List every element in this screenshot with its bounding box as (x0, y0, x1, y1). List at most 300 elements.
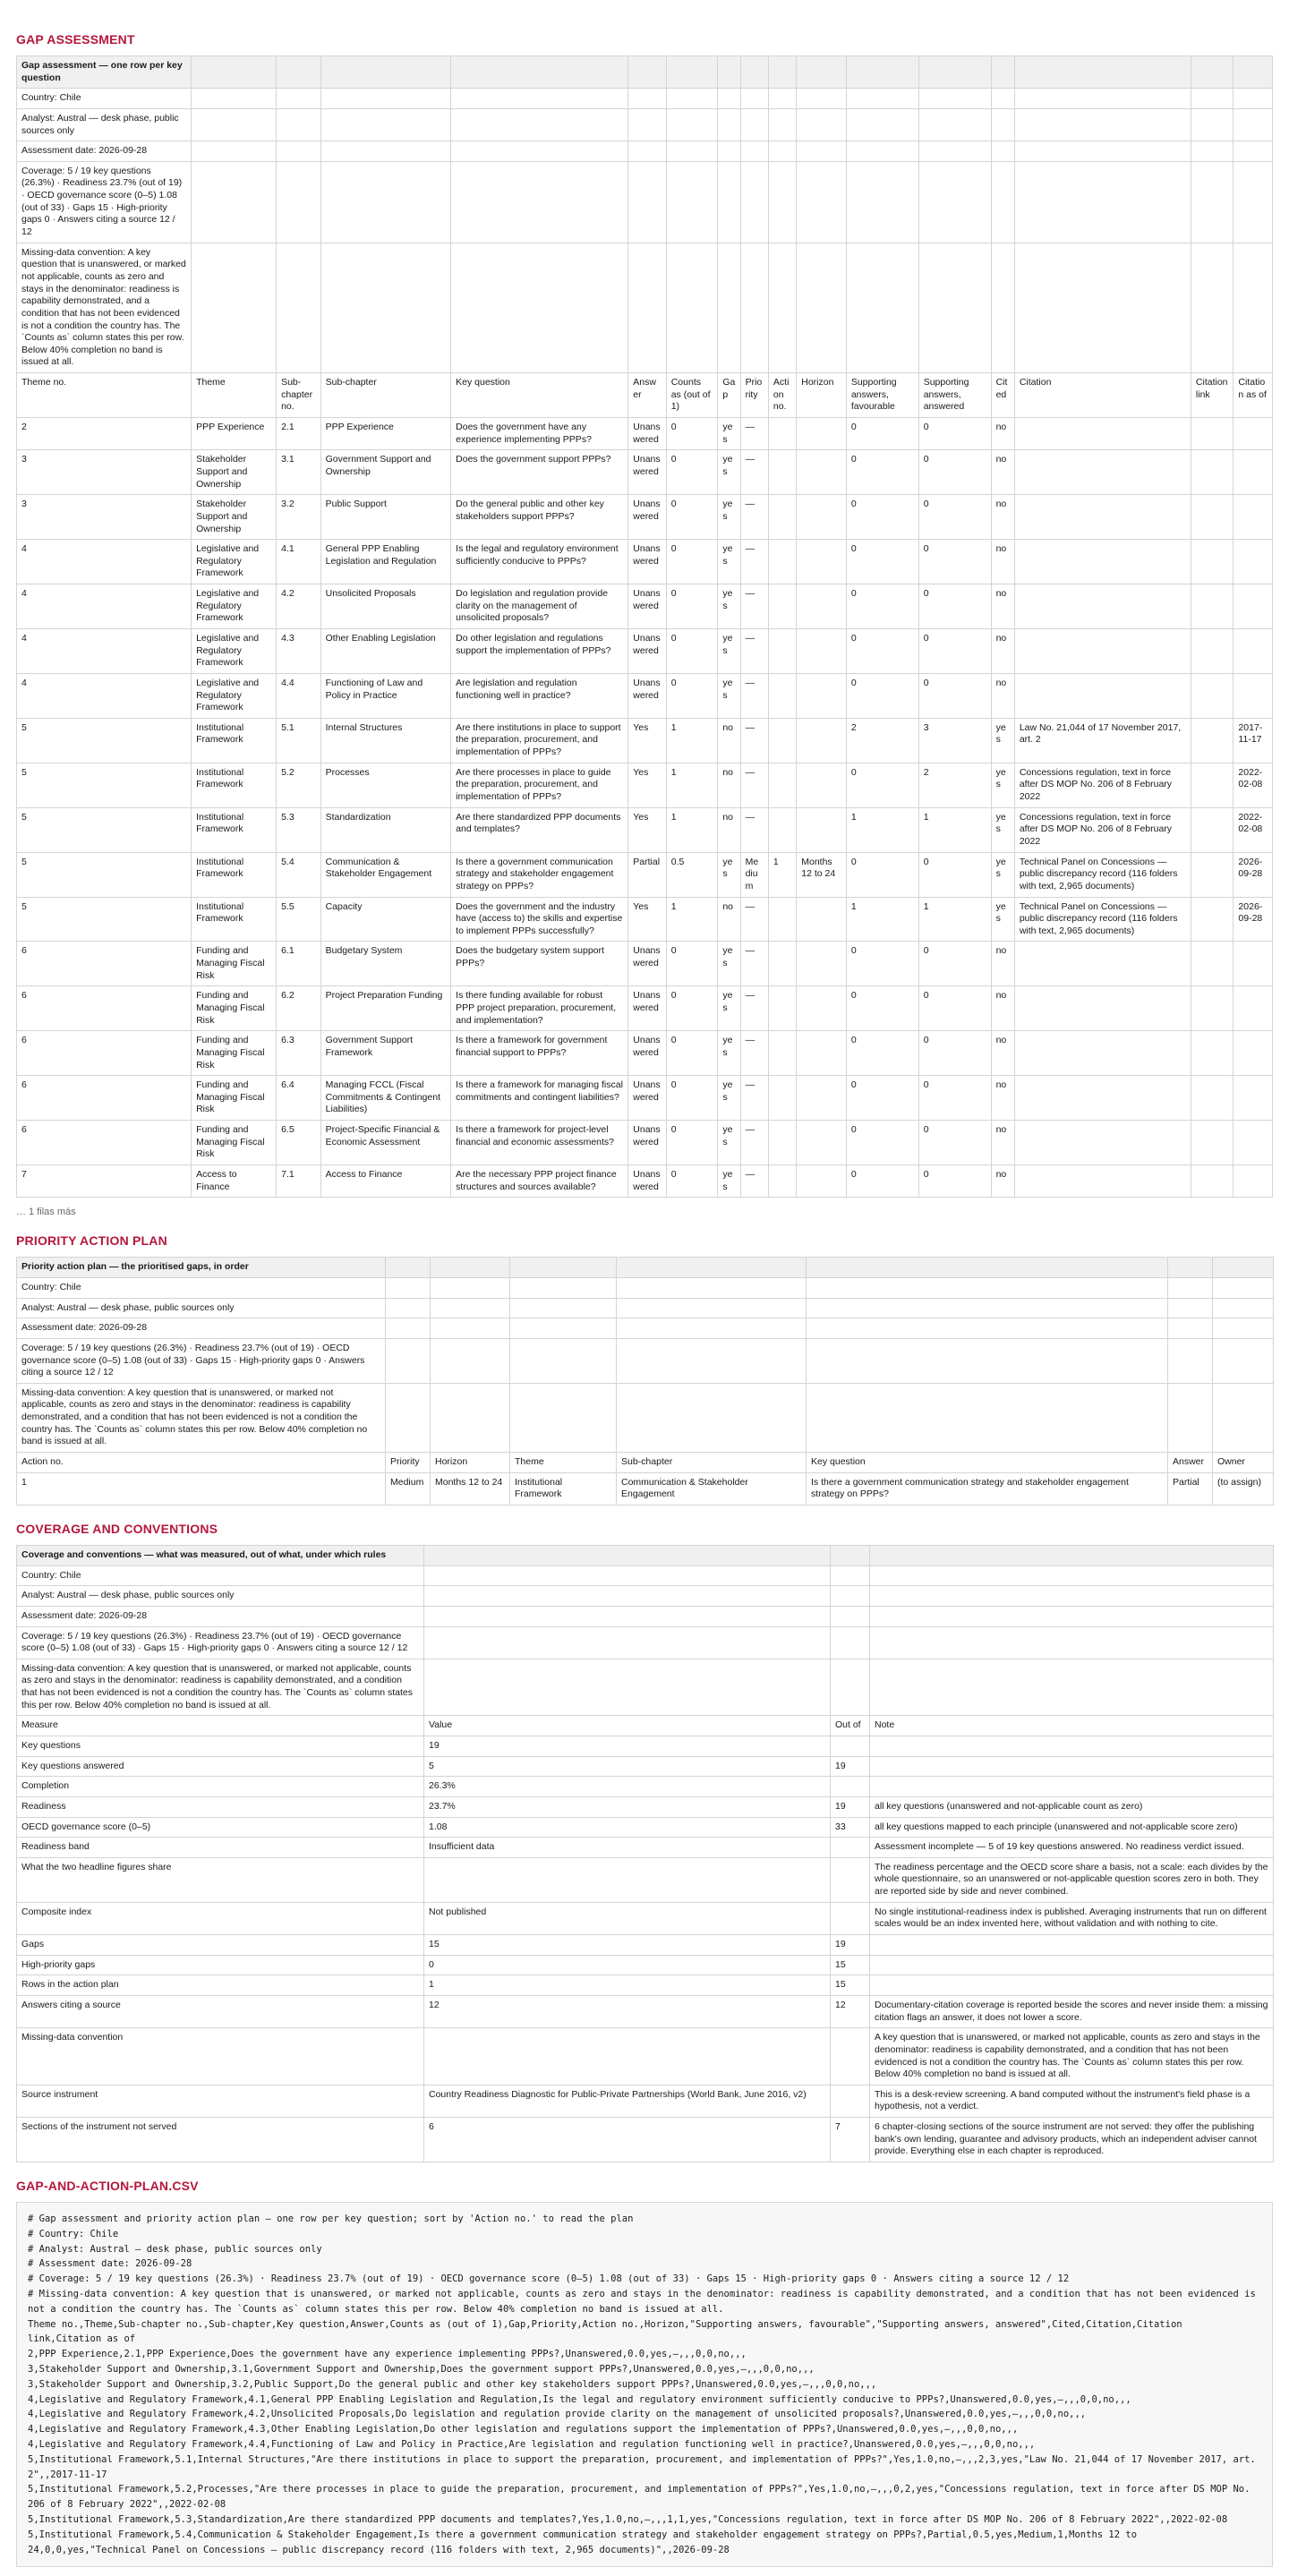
column-header: Action no. (768, 373, 796, 418)
empty-cell (277, 89, 321, 109)
table-cell: Is there a government communication strategy and stakeholder engagement strategy on PPPs? (807, 1472, 1168, 1505)
table-cell: Functioning of Law and Policy in Practice (320, 673, 451, 718)
table-cell: 4 (17, 673, 192, 718)
empty-cell (451, 56, 628, 89)
table-cell (1191, 852, 1234, 897)
column-header: Horizon (797, 373, 847, 418)
table-cell (768, 628, 796, 673)
table-cell (831, 1902, 870, 1934)
column-header: Answer (1168, 1453, 1213, 1473)
table-row (17, 495, 1273, 540)
table-cell: 33 (831, 1817, 870, 1838)
table-cell: Funding and Managing Fiscal Risk (192, 986, 277, 1031)
table-cell: Insufficient data (424, 1838, 831, 1858)
empty-cell (424, 1659, 831, 1716)
empty-cell (1014, 89, 1191, 109)
table-cell (797, 718, 847, 763)
table-cell: Funding and Managing Fiscal Risk (192, 1031, 277, 1076)
empty-cell (1168, 1338, 1213, 1383)
table-cell (797, 628, 847, 673)
table-cell: Yes (628, 718, 666, 763)
meta-row (17, 1626, 1274, 1659)
empty-cell (386, 1277, 431, 1298)
empty-cell (991, 243, 1014, 372)
table-cell: 2 (17, 418, 192, 450)
table-cell: Internal Structures (320, 718, 451, 763)
table-cell: Do legislation and regulation provide clarity on the management of unsolicited proposals? (451, 584, 628, 629)
table-cell: no (718, 763, 740, 807)
table-row (17, 942, 1273, 986)
table-cell (831, 1736, 870, 1756)
table-cell (768, 1121, 796, 1165)
table-cell: no (991, 628, 1014, 673)
table-cell: — (740, 1031, 768, 1076)
table-cell: 4.3 (277, 628, 321, 673)
table-cell: no (718, 897, 740, 942)
empty-cell (846, 161, 918, 243)
table-cell (831, 2085, 870, 2117)
table-cell: yes (718, 418, 740, 450)
table-cell: — (740, 763, 768, 807)
meta-line: Coverage: 5 / 19 key questions (26.3%) · Readiness 23.7% (out of 19) · OECD governance score (0–5) 1.08 (out of 33) · Gaps 15 · High-priority gaps 0 · Answers citing a source 12 / 12 (17, 1626, 424, 1659)
table-cell: 1.08 (424, 1817, 831, 1838)
table-row (17, 1031, 1273, 1076)
table-title-row (17, 1545, 1274, 1565)
table-cell: Partial (1168, 1472, 1213, 1505)
empty-cell (768, 56, 796, 89)
table-cell: 1 (666, 718, 718, 763)
table-cell: 0 (666, 1121, 718, 1165)
column-header: Cited (991, 373, 1014, 418)
empty-cell (918, 141, 991, 162)
meta-row (17, 1586, 1274, 1607)
empty-cell (870, 1626, 1274, 1659)
table-cell: — (740, 1165, 768, 1198)
table-cell: no (991, 450, 1014, 495)
table-cell: 5.2 (277, 763, 321, 807)
empty-cell (1234, 108, 1273, 141)
empty-cell (846, 243, 918, 372)
empty-cell (424, 1565, 831, 1586)
table-cell: Funding and Managing Fiscal Risk (192, 942, 277, 986)
table-cell: no (991, 584, 1014, 629)
table-cell: 0 (918, 1031, 991, 1076)
table-cell: General PPP Enabling Legislation and Regulation (320, 540, 451, 584)
table-cell: Assessment incomplete — 5 of 19 key questions answered. No readiness verdict issued. (870, 1838, 1274, 1858)
table-cell: 12 (424, 1995, 831, 2027)
table-cell: 19 (831, 1756, 870, 1777)
table-cell (1191, 718, 1234, 763)
empty-cell (451, 161, 628, 243)
column-header: Note (870, 1716, 1274, 1736)
empty-cell (918, 161, 991, 243)
table-title: Coverage and conventions — what was measured, out of what, under which rules (17, 1545, 424, 1565)
empty-cell (870, 1545, 1274, 1565)
table-cell (1014, 1031, 1191, 1076)
table-cell: Yes (628, 807, 666, 852)
table-cell: Institutional Framework (192, 763, 277, 807)
empty-cell (870, 1565, 1274, 1586)
table-cell (768, 807, 796, 852)
table-row (17, 418, 1273, 450)
table-cell: Unsolicited Proposals (320, 584, 451, 629)
table-cell: Are there standardized PPP documents and templates? (451, 807, 628, 852)
table-cell: Are the necessary PPP project finance structures and sources available? (451, 1165, 628, 1198)
empty-cell (451, 89, 628, 109)
meta-row (17, 141, 1273, 162)
column-header-row (17, 373, 1273, 418)
meta-line: Missing-data convention: A key question that is unanswered, or marked not applicable, counts as zero and stays in the denominator: readiness is capability demonstrated, and a condition that has not been evidenced is not a condition the country has. The `Counts as` column states this per row. Below 40% completion no band is issued at all. (17, 1383, 386, 1452)
table-cell: Medium (740, 852, 768, 897)
empty-cell (192, 141, 277, 162)
table-cell (768, 897, 796, 942)
table-cell: 6 (17, 1121, 192, 1165)
empty-cell (386, 1258, 431, 1278)
empty-cell (870, 1606, 1274, 1626)
table-cell: Source instrument (17, 2085, 424, 2117)
empty-cell (617, 1383, 807, 1452)
table-cell: 6.5 (277, 1121, 321, 1165)
empty-cell (831, 1565, 870, 1586)
table-cell: 6.2 (277, 986, 321, 1031)
table-cell: 0 (846, 628, 918, 673)
coverage-table (16, 1545, 1274, 2162)
table-cell: 6 (17, 986, 192, 1031)
table-cell: — (740, 986, 768, 1031)
table-cell (797, 450, 847, 495)
table-cell: 6.3 (277, 1031, 321, 1076)
meta-line: Missing-data convention: A key question that is unanswered, or marked not applicable, counts as zero and stays in the denominator: readiness is capability demonstrated, and a condition that has not been evidenced is not a condition the country has. The `Counts as` column states this per row. Below 40% completion no band is issued at all. (17, 1659, 424, 1716)
table-row (17, 807, 1273, 852)
table-cell: 4.2 (277, 584, 321, 629)
empty-cell (1191, 141, 1234, 162)
table-cell: 0 (918, 628, 991, 673)
table-cell (1191, 1031, 1234, 1076)
table-cell (797, 673, 847, 718)
column-header: Key question (451, 373, 628, 418)
empty-cell (1014, 56, 1191, 89)
table-cell (797, 418, 847, 450)
empty-cell (451, 243, 628, 372)
empty-cell (424, 1626, 831, 1659)
table-cell: 6 (17, 1031, 192, 1076)
empty-cell (807, 1383, 1168, 1452)
table-cell: — (740, 718, 768, 763)
table-cell (1234, 1121, 1273, 1165)
empty-cell (192, 108, 277, 141)
empty-cell (192, 161, 277, 243)
meta-row (17, 161, 1273, 243)
table-cell (797, 584, 847, 629)
table-row (17, 1955, 1274, 1975)
table-cell: 0 (666, 1165, 718, 1198)
table-cell: Yes (628, 897, 666, 942)
column-header: Priority (386, 1453, 431, 1473)
table-cell (1234, 584, 1273, 629)
table-cell: Legislative and Regulatory Framework (192, 540, 277, 584)
table-cell: Key questions (17, 1736, 424, 1756)
table-cell: Legislative and Regulatory Framework (192, 584, 277, 629)
table-cell: 6 chapter-closing sections of the source instrument are not served: they offer the publishing bank's own lending, guarantee and advisory products, which an independent adviser cannot provide. Everything else in each chapter is reproduced. (870, 2118, 1274, 2162)
table-cell (768, 1031, 796, 1076)
table-cell: — (740, 450, 768, 495)
table-cell: no (991, 1121, 1014, 1165)
table-cell: — (740, 942, 768, 986)
empty-cell (666, 56, 718, 89)
table-cell (1191, 584, 1234, 629)
table-cell: 5 (17, 718, 192, 763)
table-cell: 0 (666, 986, 718, 1031)
table-cell: OECD governance score (0–5) (17, 1817, 424, 1838)
empty-cell (617, 1338, 807, 1383)
table-cell: Does the budgetary system support PPPs? (451, 942, 628, 986)
table-cell: no (991, 495, 1014, 540)
empty-cell (510, 1338, 617, 1383)
table-cell: Government Support and Ownership (320, 450, 451, 495)
empty-cell (1213, 1338, 1274, 1383)
empty-cell (320, 108, 451, 141)
meta-line: Analyst: Austral — desk phase, public sources only (17, 108, 192, 141)
table-cell: Stakeholder Support and Ownership (192, 495, 277, 540)
empty-cell (277, 161, 321, 243)
meta-line: Analyst: Austral — desk phase, public sources only (17, 1298, 386, 1318)
table-cell: 0 (846, 418, 918, 450)
table-cell: Unanswered (628, 1031, 666, 1076)
empty-cell (510, 1298, 617, 1318)
table-cell: Unanswered (628, 673, 666, 718)
empty-cell (807, 1318, 1168, 1339)
table-cell: 2022-02-08 (1234, 807, 1273, 852)
empty-cell (991, 108, 1014, 141)
table-cell: 1 (666, 763, 718, 807)
table-row (17, 1796, 1274, 1817)
table-cell: Government Support Framework (320, 1031, 451, 1076)
table-cell: Documentary-citation coverage is reported beside the scores and never inside them: a missing citation flags an answer, it does not lower a score. (870, 1995, 1274, 2027)
table-cell: 1 (666, 807, 718, 852)
table-row (17, 897, 1273, 942)
table-cell (1014, 418, 1191, 450)
table-cell: 4 (17, 584, 192, 629)
empty-cell (451, 108, 628, 141)
table-cell: yes (991, 763, 1014, 807)
empty-cell (431, 1338, 510, 1383)
table-cell: 5.5 (277, 897, 321, 942)
table-cell (797, 1121, 847, 1165)
empty-cell (718, 89, 740, 109)
table-cell: no (718, 807, 740, 852)
table-cell (1014, 1076, 1191, 1121)
table-cell: 5 (17, 807, 192, 852)
table-row (17, 2118, 1274, 2162)
table-cell: 2026-09-28 (1234, 897, 1273, 942)
empty-cell (628, 243, 666, 372)
empty-cell (386, 1338, 431, 1383)
table-cell: 5 (17, 897, 192, 942)
table-cell (1234, 450, 1273, 495)
empty-cell (431, 1318, 510, 1339)
table-cell: Technical Panel on Concessions — public discrepancy record (116 folders with text, 2,965 documents) (1014, 852, 1191, 897)
empty-cell (768, 108, 796, 141)
empty-cell (431, 1277, 510, 1298)
table-cell: no (991, 418, 1014, 450)
table-cell (1191, 540, 1234, 584)
table-cell: 0 (666, 540, 718, 584)
table-cell (1234, 540, 1273, 584)
empty-cell (918, 56, 991, 89)
table-cell: 0 (846, 673, 918, 718)
table-cell: Access to Finance (192, 1165, 277, 1198)
empty-cell (1014, 161, 1191, 243)
empty-cell (718, 108, 740, 141)
table-cell: all key questions (unanswered and not-applicable count as zero) (870, 1796, 1274, 1817)
empty-cell (846, 108, 918, 141)
meta-line: Coverage: 5 / 19 key questions (26.3%) · Readiness 23.7% (out of 19) · OECD governance score (0–5) 1.08 (out of 33) · Gaps 15 · High-priority gaps 0 · Answers citing a source 12 / 12 (17, 1338, 386, 1383)
empty-cell (617, 1298, 807, 1318)
table-cell: 6.4 (277, 1076, 321, 1121)
table-cell: 0 (666, 1076, 718, 1121)
csv-section-title: GAP-AND-ACTION-PLAN.CSV (16, 2179, 199, 2193)
table-cell: Unanswered (628, 584, 666, 629)
table-cell: 5.3 (277, 807, 321, 852)
table-cell: 1 (846, 807, 918, 852)
table-cell: Are legislation and regulation functioning well in practice? (451, 673, 628, 718)
empty-cell (1234, 161, 1273, 243)
table-cell (1014, 495, 1191, 540)
meta-row (17, 1298, 1274, 1318)
column-header: Out of (831, 1716, 870, 1736)
table-cell: Stakeholder Support and Ownership (192, 450, 277, 495)
table-cell: Do other legislation and regulations support the implementation of PPPs? (451, 628, 628, 673)
table-cell: 0 (918, 495, 991, 540)
empty-cell (807, 1338, 1168, 1383)
table-cell: 12 (831, 1995, 870, 2027)
table-cell (1234, 418, 1273, 450)
empty-cell (991, 56, 1014, 89)
table-cell: 3.2 (277, 495, 321, 540)
meta-line: Assessment date: 2026-09-28 (17, 1318, 386, 1339)
empty-cell (277, 108, 321, 141)
table-cell: No single institutional-readiness index is published. Averaging instruments that run on different scales would be an index invented here, without validation and with nothing to cite. (870, 1902, 1274, 1934)
meta-line: Missing-data convention: A key question that is unanswered, or marked not applicable, counts as zero and stays in the denominator: readiness is capability demonstrated, and a condition that has not been evidenced is not a condition the country has. The `Counts as` column states this per row. Below 40% completion no band is issued at all. (17, 243, 192, 372)
table-cell (797, 540, 847, 584)
table-cell: Access to Finance (320, 1165, 451, 1198)
table-cell: 1 (666, 897, 718, 942)
empty-cell (831, 1545, 870, 1565)
table-cell: PPP Experience (192, 418, 277, 450)
table-cell: Funding and Managing Fiscal Risk (192, 1076, 277, 1121)
table-row (17, 1838, 1274, 1858)
table-row (17, 1935, 1274, 1956)
table-cell: 3 (918, 718, 991, 763)
table-cell (1191, 418, 1234, 450)
table-cell: 2 (918, 763, 991, 807)
table-cell: 5 (17, 852, 192, 897)
column-header: Theme no. (17, 373, 192, 418)
table-cell (768, 763, 796, 807)
empty-cell (666, 141, 718, 162)
empty-cell (1213, 1298, 1274, 1318)
empty-cell (718, 243, 740, 372)
table-cell (1191, 1076, 1234, 1121)
table-cell: 0 (846, 852, 918, 897)
table-cell: — (740, 540, 768, 584)
table-cell: Capacity (320, 897, 451, 942)
empty-cell (628, 141, 666, 162)
table-cell (1014, 1121, 1191, 1165)
table-cell: 15 (831, 1975, 870, 1996)
table-cell: Institutional Framework (510, 1472, 617, 1505)
table-cell: 0 (666, 495, 718, 540)
table-cell: 3 (17, 450, 192, 495)
table-cell (1191, 450, 1234, 495)
column-header-row (17, 1716, 1274, 1736)
table-cell: — (740, 673, 768, 718)
empty-cell (831, 1606, 870, 1626)
table-cell: 0 (918, 450, 991, 495)
table-cell (1234, 942, 1273, 986)
table-cell (870, 1955, 1274, 1975)
table-cell: 0 (918, 1165, 991, 1198)
empty-cell (431, 1383, 510, 1452)
table-cell (1014, 584, 1191, 629)
empty-cell (831, 1659, 870, 1716)
table-cell (424, 1857, 831, 1902)
table-cell: Partial (628, 852, 666, 897)
empty-cell (1213, 1258, 1274, 1278)
empty-cell (797, 161, 847, 243)
table-cell (768, 584, 796, 629)
table-cell: Missing-data convention (17, 2028, 424, 2086)
table-cell: 19 (424, 1736, 831, 1756)
table-cell: Country Readiness Diagnostic for Public-Private Partnerships (World Bank, June 2016, v2) (424, 2085, 831, 2117)
table-cell: no (991, 986, 1014, 1031)
table-cell: Concessions regulation, text in force after DS MOP No. 206 of 8 February 2022 (1014, 763, 1191, 807)
empty-cell (718, 56, 740, 89)
empty-cell (617, 1277, 807, 1298)
empty-cell (386, 1318, 431, 1339)
meta-line: Country: Chile (17, 1565, 424, 1586)
table-cell: 0 (918, 942, 991, 986)
table-cell (1014, 942, 1191, 986)
empty-cell (431, 1298, 510, 1318)
table-cell: Does the government support PPPs? (451, 450, 628, 495)
table-cell: 2 (846, 718, 918, 763)
meta-row (17, 1565, 1274, 1586)
column-header: Sub-chapter (320, 373, 451, 418)
table-cell: Completion (17, 1777, 424, 1797)
table-row (17, 2028, 1274, 2086)
empty-cell (277, 243, 321, 372)
table-cell (1234, 1076, 1273, 1121)
table-cell: Unanswered (628, 495, 666, 540)
empty-cell (918, 108, 991, 141)
empty-cell (807, 1298, 1168, 1318)
empty-cell (277, 141, 321, 162)
table-cell (1191, 1165, 1234, 1198)
empty-cell (628, 89, 666, 109)
empty-cell (451, 141, 628, 162)
empty-cell (510, 1258, 617, 1278)
table-cell (1191, 807, 1234, 852)
table-cell (768, 1165, 796, 1198)
table-cell: 4.1 (277, 540, 321, 584)
table-cell: Unanswered (628, 540, 666, 584)
table-cell (1191, 1121, 1234, 1165)
meta-row (17, 1659, 1274, 1716)
empty-cell (870, 1586, 1274, 1607)
meta-line: Assessment date: 2026-09-28 (17, 1606, 424, 1626)
table-cell: Unanswered (628, 1121, 666, 1165)
